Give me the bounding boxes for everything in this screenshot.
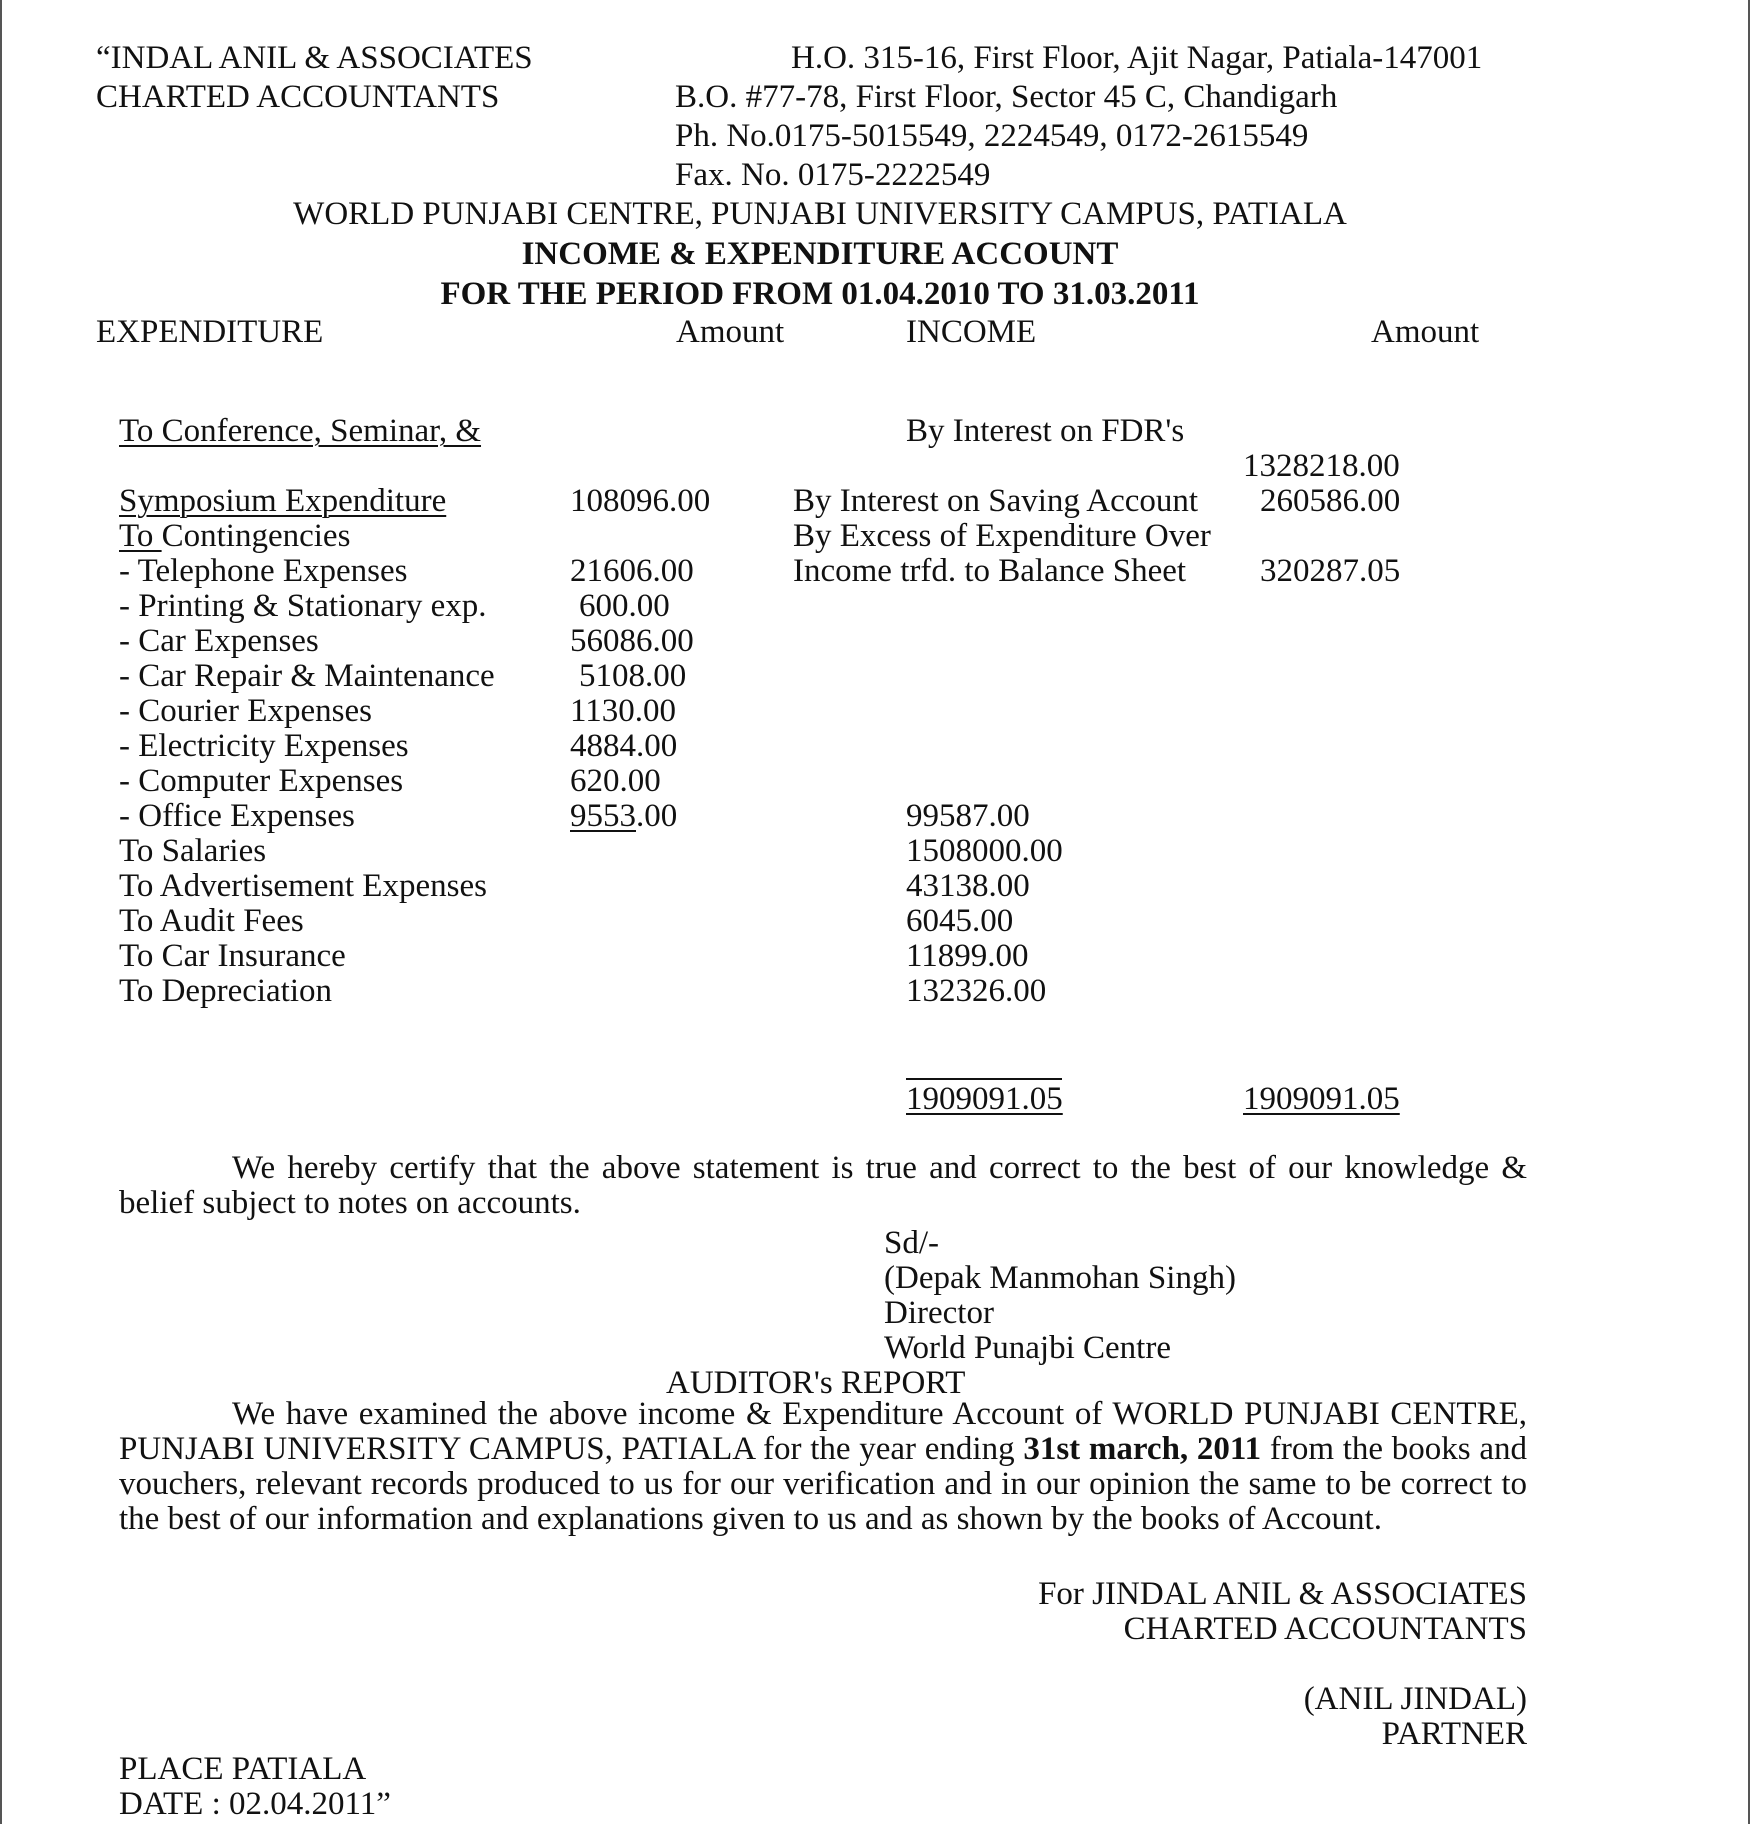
other-expense-amount: 132326.00 (906, 973, 1047, 1009)
conference-expenditure-label-line2: Symposium Expenditure (119, 483, 447, 519)
firm-name: “INDAL ANIL & ASSOCIATES (96, 40, 533, 76)
expenditure-column-header: EXPENDITURE (96, 314, 324, 350)
partner-name: (ANIL JINDAL) (1303, 1681, 1527, 1717)
firm-type: CHARTED ACCOUNTANTS (96, 79, 500, 115)
director-organisation: World Punajbi Centre (884, 1330, 1171, 1366)
auditor-firm-type: CHARTED ACCOUNTANTS (1123, 1611, 1527, 1647)
other-expense-amount: 43138.00 (906, 868, 1030, 904)
auditor-report-text-part1: We have examined the above income & Expenditure Account of WORLD PUNJABI CENTRE, PUNJABI UNIVERSITY CAMPUS, PATIALA for the year ending (119, 1396, 1527, 1467)
contingencies-label: Contingencies (161, 518, 351, 554)
fax-number: Fax. No. 0175-2222549 (675, 157, 991, 193)
contingency-item-label: - Computer Expenses (119, 763, 404, 799)
contingencies-to: To (119, 518, 162, 554)
certification-statement: We hereby certify that the above statement is true and correct to the best of our knowledge & belief subject to notes on accounts. (119, 1150, 1527, 1221)
other-expense-label: To Salaries (119, 833, 267, 869)
period-title: FOR THE PERIOD FROM 01.04.2010 TO 31.03.2011 (440, 276, 1200, 312)
auditor-report-year-end: 31st march, 2011 (1023, 1431, 1262, 1467)
contingency-item-amount: 600.00 (579, 588, 670, 624)
report-place: PLACE PATIALA (119, 1751, 367, 1787)
report-date: DATE : 02.04.2011” (119, 1786, 391, 1822)
conference-expenditure-amount: 108096.00 (570, 483, 711, 519)
contingency-item-amount: 1130.00 (570, 693, 677, 729)
page-right-edge (1748, 0, 1750, 1824)
expenditure-total-rule (906, 1078, 1062, 1080)
contingency-item-label: - Car Expenses (119, 623, 319, 659)
contingencies-heading (119, 520, 350, 553)
contingency-item-label: - Telephone Expenses (119, 553, 408, 589)
branch-office-address: B.O. #77-78, First Floor, Sector 45 C, Chandigarh (675, 79, 1338, 115)
contingencies-total-amount: 99587.00 (906, 798, 1030, 834)
director-designation: Director (884, 1295, 994, 1331)
head-office-address: H.O. 315-16, First Floor, Ajit Nagar, Patiala-147001 (791, 40, 1483, 76)
income-total: 1909091.05 (1243, 1081, 1400, 1117)
contingency-item-label: - Courier Expenses (119, 693, 372, 729)
office-expenses-label: - Office Expenses (119, 798, 355, 834)
other-expense-label: To Depreciation (119, 973, 333, 1009)
contingency-item-amount: 56086.00 (570, 623, 694, 659)
contingency-item-label: - Car Repair & Maintenance (119, 658, 495, 694)
other-expense-label: To Audit Fees (119, 903, 304, 939)
expenditure-total: 1909091.05 (906, 1081, 1063, 1117)
auditor-report-text (119, 1397, 1527, 1537)
office-expenses-amount-underlined: 9553 (570, 798, 636, 834)
interest-on-saving-label: By Interest on Saving Account (793, 483, 1199, 519)
other-expense-amount: 6045.00 (906, 903, 1014, 939)
contingency-item-amount: 620.00 (570, 763, 661, 799)
office-expenses-amount (570, 800, 677, 833)
statement-title: INCOME & EXPENDITURE ACCOUNT (521, 236, 1119, 272)
interest-on-fdr-label: By Interest on FDR's (906, 413, 1185, 449)
amount-column-header-right: Amount (1371, 314, 1480, 350)
auditor-report-heading: AUDITOR's REPORT (666, 1365, 966, 1401)
other-expense-amount: 1508000.00 (906, 833, 1063, 869)
excess-expenditure-label-line1: By Excess of Expenditure Over (793, 518, 1211, 554)
other-expense-label: To Advertisement Expenses (119, 868, 487, 904)
director-name: (Depak Manmohan Singh) (884, 1260, 1236, 1296)
amount-column-header-left: Amount (676, 314, 785, 350)
office-expenses-amount-rest: .00 (636, 798, 678, 834)
income-column-header: INCOME (906, 314, 1037, 350)
excess-expenditure-label-line2: Income trfd. to Balance Sheet (793, 553, 1187, 589)
auditor-report-text-part2: from the books and vouchers, relevant records produced to us for our verification and in our opinion the same to be correct to the best of our information and explanations given to us and as shown by the books of Account. (119, 1431, 1527, 1537)
contingency-item-label: - Printing & Stationary exp. (119, 588, 487, 624)
interest-on-saving-amount: 260586.00 (1260, 483, 1401, 519)
partner-title: PARTNER (1381, 1716, 1527, 1752)
other-expense-label: To Car Insurance (119, 938, 346, 974)
page-left-edge (0, 0, 2, 1824)
contingency-item-amount: 4884.00 (570, 728, 678, 764)
contingency-item-label: - Electricity Expenses (119, 728, 409, 764)
entity-title: WORLD PUNJABI CENTRE, PUNJABI UNIVERSITY CAMPUS, PATIALA (293, 196, 1347, 232)
other-expense-amount: 11899.00 (906, 938, 1029, 974)
auditor-firm-name: For JINDAL ANIL & ASSOCIATES (1038, 1576, 1527, 1612)
interest-on-fdr-amount: 1328218.00 (1243, 448, 1400, 484)
contingency-item-amount: 5108.00 (579, 658, 687, 694)
signature-mark: Sd/- (884, 1225, 940, 1261)
conference-expenditure-label-line1: To Conference, Seminar, & (119, 413, 482, 449)
excess-expenditure-amount: 320287.05 (1260, 553, 1401, 589)
phone-numbers: Ph. No.0175-5015549, 2224549, 0172-2615549 (675, 118, 1309, 154)
contingency-item-amount: 21606.00 (570, 553, 694, 589)
